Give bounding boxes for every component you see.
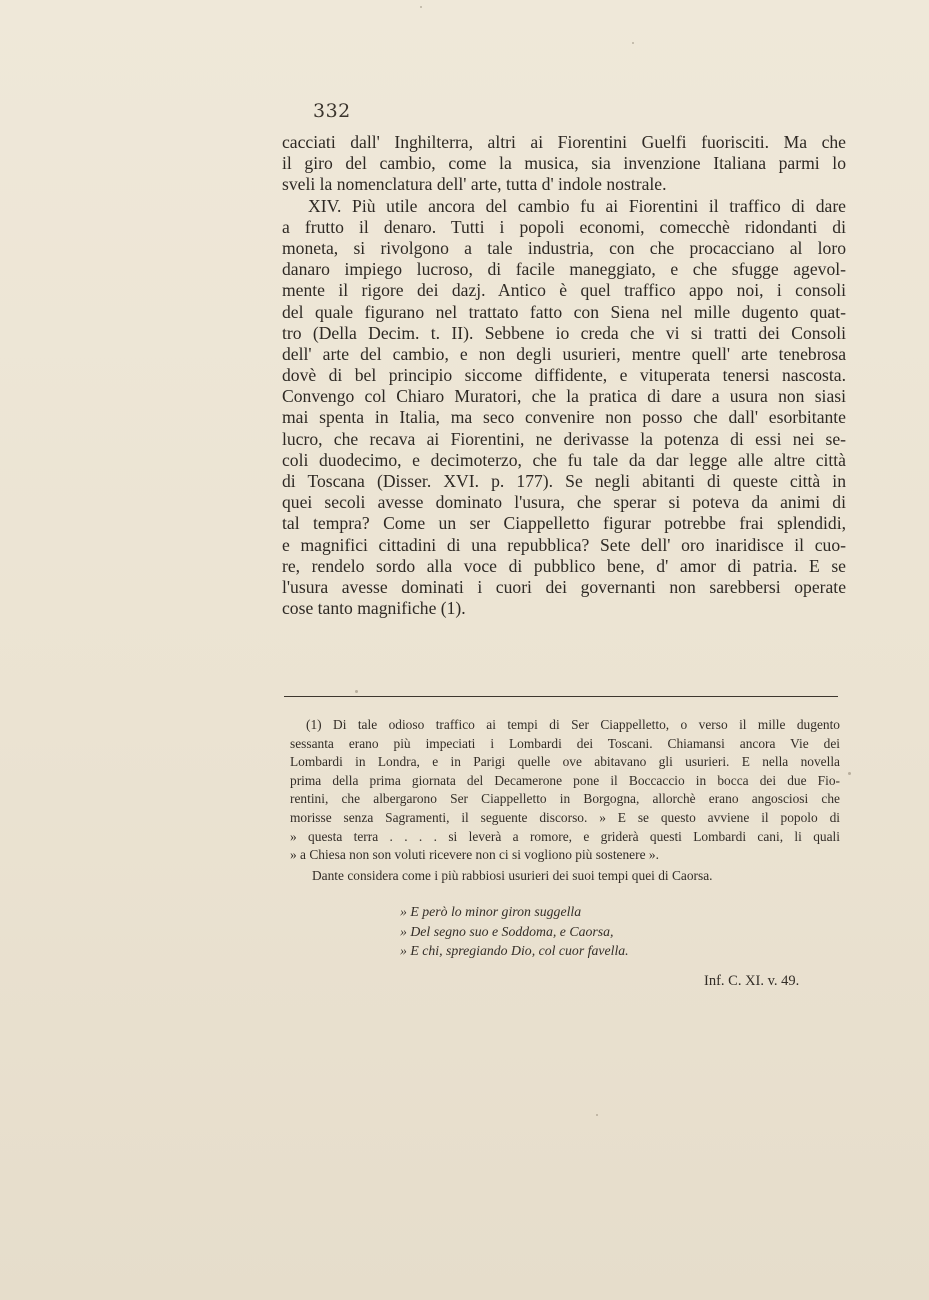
text-line: mente il rigore dei dazj. Antico è quel traffico appo noi, i consoli bbox=[282, 280, 846, 301]
page-number: 332 bbox=[313, 100, 351, 122]
footnote-line: sessanta erano più impeciati i Lombardi dei Toscani. Chiamansi ancora Vie dei bbox=[290, 735, 840, 751]
text-line: l'usura avesse dominati i cuori dei governanti non sarebbersi operate bbox=[282, 576, 846, 597]
verse-citation: Inf. C. XI. v. 49. bbox=[704, 973, 800, 989]
main-text-block bbox=[282, 132, 846, 619]
footnote-line: » a Chiesa non son voluti ricevere non ci si vogliono più sostenere ». bbox=[290, 847, 659, 863]
text-line: tal tempra? Come un ser Ciappelletto figurar potrebbe frai splendidi, bbox=[282, 513, 846, 534]
footnote-line: » questa terra . . . . si leverà a romore, e griderà questi Lombardi cani, li quali bbox=[290, 828, 840, 844]
paper-spot bbox=[834, 209, 837, 212]
text-line: il giro del cambio, come la musica, sia invenzione Italiana parmi lo bbox=[282, 153, 846, 174]
text-line: coli duodecimo, e decimoterzo, che fu tale da dar legge alle altre città bbox=[282, 449, 846, 470]
footnote-line: rentini, che albergarono Ser Ciappelletto in Borgogna, allorchè erano angosciosi che bbox=[290, 791, 840, 807]
text-line: tro (Della Decim. t. II). Sebbene io creda che vi si tratti dei Consoli bbox=[282, 322, 846, 343]
text-line: lucro, che recava ai Fiorentini, ne derivasse la potenza di essi nei se- bbox=[282, 428, 846, 449]
paper-spot bbox=[596, 1114, 598, 1116]
text-line: re, rendelo sordo alla voce di pubblico bene, d' amor di patria. E se bbox=[282, 555, 846, 576]
text-line: Convengo col Chiaro Muratori, che la pratica di dare a usura non siasi bbox=[282, 386, 846, 407]
verse-quote bbox=[400, 902, 820, 961]
text-line: del quale figurano nel trattato fatto con Siena nel mille dugento quat- bbox=[282, 301, 846, 322]
footnote-line: prima della prima giornata del Decamerone pone il Boccaccio in bocca dei due Fio- bbox=[290, 772, 840, 788]
text-line: danaro impiego lucroso, di facile maneggiato, e che sfugge agevol- bbox=[282, 259, 846, 280]
text-line: cose tanto magnifiche (1). bbox=[282, 598, 466, 619]
text-line: mai spenta in Italia, ma seco convenire non posso che dall' esorbitante bbox=[282, 407, 846, 428]
text-line: a frutto il denaro. Tutti i popoli economi, comecchè ridondanti di bbox=[282, 216, 846, 237]
paper-spot bbox=[632, 42, 634, 44]
text-line: moneta, si rivolgono a tale industria, con che procacciano al loro bbox=[282, 237, 846, 258]
verse-line: » E chi, spregiando Dio, col cuor favella. bbox=[400, 943, 629, 959]
paper-spot bbox=[848, 772, 851, 775]
footnote-line: (1) Di tale odioso traffico ai tempi di Ser Ciappelletto, o verso il mille dugento bbox=[306, 717, 840, 732]
footnote-line: Lombardi in Londra, e in Parigi quelle ove abitavano gli usurieri. E nella novella bbox=[290, 754, 840, 770]
paper-spot bbox=[355, 690, 358, 693]
verse-line: » E però lo minor giron suggella bbox=[400, 904, 582, 919]
text-line: di Toscana (Disser. XVI. p. 177). Se negli abitanti di queste città in bbox=[282, 471, 846, 491]
dante-intro-line: Dante considera come i più rabbiosi usurieri dei suoi tempi quei di Caorsa. bbox=[312, 867, 713, 883]
footnote-block bbox=[290, 716, 840, 885]
text-line: dell' arte del cambio, e non degli usurieri, mentre quell' arte tenebrosa bbox=[282, 343, 846, 364]
verse-line: » Del segno suo e Soddoma, e Caorsa, bbox=[400, 923, 614, 939]
text-line: e magnifici cittadini di una repubblica? Sete dell' oro inaridisce il cuo- bbox=[282, 534, 846, 555]
text-line: cacciati dall' Inghilterra, altri ai Fiorentini Guelfi fuorisciti. Ma che bbox=[282, 132, 846, 152]
paper-spot bbox=[420, 6, 422, 8]
footnote-separator-rule bbox=[284, 696, 838, 697]
footnote-line: morisse senza Sagramenti, il seguente discorso. » E se questo avviene il popolo di bbox=[290, 809, 840, 825]
text-line: quei secoli avesse dominato l'usura, che sperar si poteva da animi di bbox=[282, 492, 846, 513]
text-line: sveli la nomenclatura dell' arte, tutta d' indole nostrale. bbox=[282, 174, 667, 195]
text-line: dovè di bel principio siccome diffidente, e vituperata tenersi nascosta. bbox=[282, 365, 846, 386]
section-heading-line: XIV. Più utile ancora del cambio fu ai Fiorentini il traffico di dare bbox=[308, 195, 846, 216]
